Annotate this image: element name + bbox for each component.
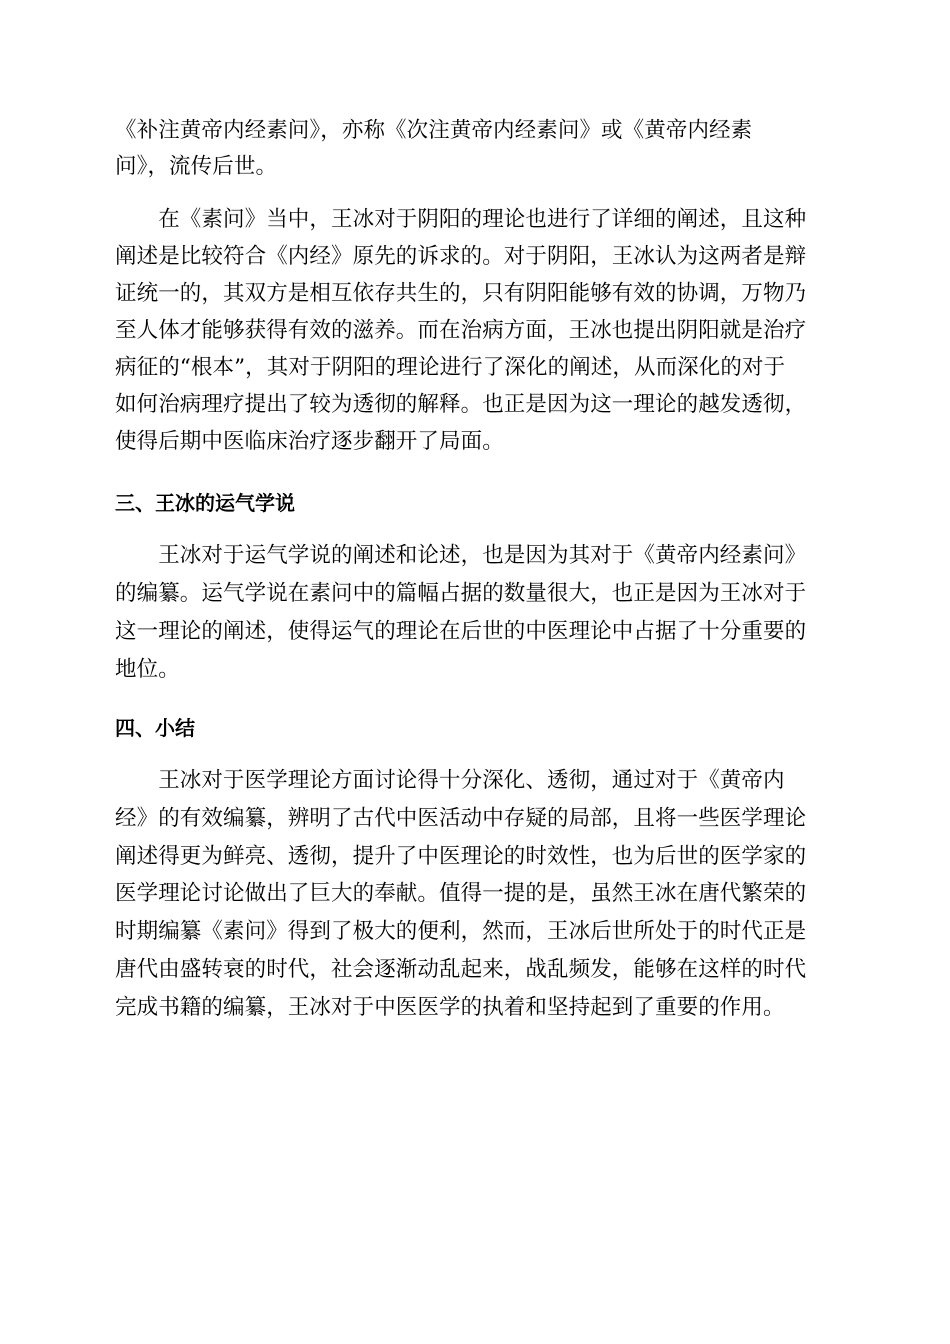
para3-line-1: 王冰对于医学理论方面讨论得十分深化、透彻，通过对于《黄帝内 — [115, 768, 785, 793]
para1-line-5: 病征的“根本”，其对于阴阳的理论进行了深化的阐述，从而深化的对于 — [115, 355, 786, 380]
para1-line-4: 至人体才能够获得有效的滋养。而在治病方面，王冰也提出阴阳就是治疗 — [115, 318, 807, 343]
para2-line-4: 地位。 — [115, 657, 180, 682]
para1-line-1: 在《素问》当中，王冰对于阴阳的理论也进行了详细的阐述，且这种 — [115, 207, 807, 232]
para1-line-7: 使得后期中医临床治疗逐步翻开了局面。 — [115, 429, 504, 454]
para1-line-3: 证统一的，其双方是相互依存共生的，只有阴阳能够有效的协调，万物乃 — [115, 281, 807, 306]
para1-line-2: 阐述是比较符合《内经》原先的诉求的。对于阴阳，王冰认为这两者是辩 — [115, 244, 807, 269]
para3-line-7: 完成书籍的编纂，王冰对于中医医学的执着和坚持起到了重要的作用。 — [115, 995, 785, 1020]
section-heading-3: 三、王冰的运气学说 — [115, 491, 295, 515]
para2-line-2: 的编纂。运气学说在素问中的篇幅占据的数量很大，也正是因为王冰对于 — [115, 581, 807, 606]
para3-line-3: 阐述得更为鲜亮、透彻，提升了中医理论的时效性，也为后世的医学家的 — [115, 844, 807, 869]
para1-line-6: 如何治病理疗提出了较为透彻的解释。也正是因为这一理论的越发透彻， — [115, 392, 807, 417]
para2-line-3: 这一理论的阐述，使得运气的理论在后世的中医理论中占据了十分重要的 — [115, 619, 807, 644]
para3-line-4: 医学理论讨论做出了巨大的奉献。值得一提的是，虽然王冰在唐代繁荣的 — [115, 881, 807, 906]
para2-line-1: 王冰对于运气学说的阐述和论述，也是因为其对于《黄帝内经素问》 — [115, 543, 807, 568]
para0-line-2: 问》，流传后世。 — [115, 154, 278, 179]
para0-line-1: 《补注黄帝内经素问》，亦称《次注黄帝内经素问》或《黄帝内经素 — [115, 118, 753, 143]
section-heading-4: 四、小结 — [115, 716, 195, 740]
para3-line-6: 唐代由盛转衰的时代，社会逐渐动乱起来，战乱频发，能够在这样的时代 — [115, 957, 807, 982]
para3-line-2: 经》的有效编纂，辨明了古代中医活动中存疑的局部，且将一些医学理论 — [115, 806, 807, 831]
para3-line-5: 时期编纂《素问》得到了极大的便利，然而，王冰后世所处于的时代正是 — [115, 919, 807, 944]
